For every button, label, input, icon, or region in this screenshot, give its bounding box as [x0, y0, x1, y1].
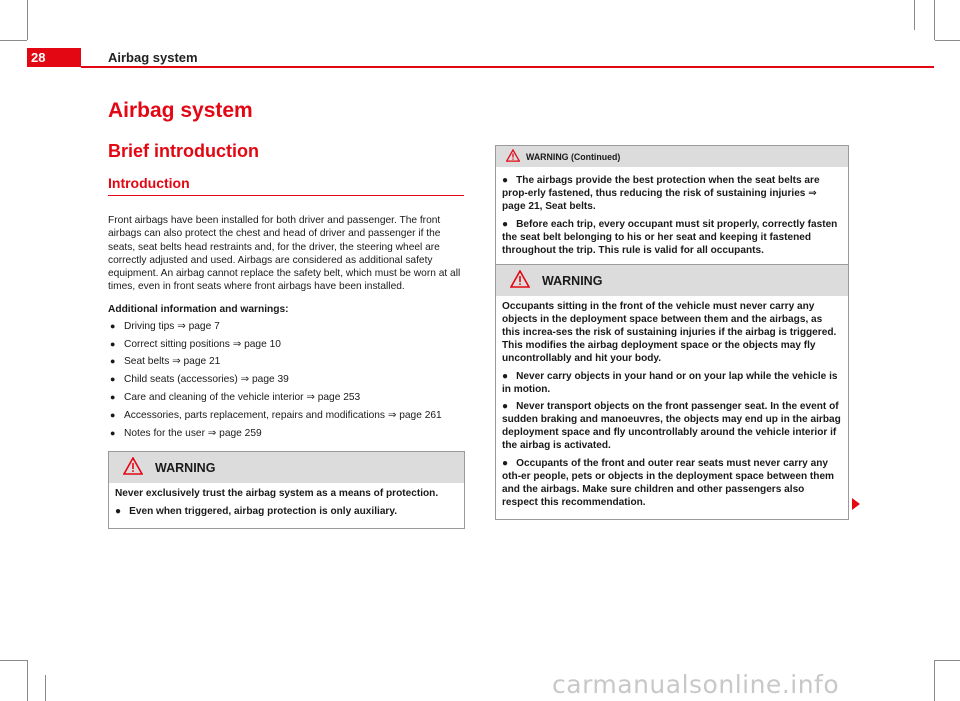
warning-item: ● The airbags provide the best protection when the seat belts are prop-erly fastened, thus reducing the risk of sustaining injuries ⇒ page 21, Seat belts. — [502, 175, 820, 212]
warning-header — [109, 452, 464, 483]
bullet-icon: ● — [115, 505, 122, 517]
warning-header — [496, 265, 848, 296]
intro-paragraph: Front airbags have been installed for both driver and passenger. The front airbags can also protect the chest and head of driver and passenger if the seats, seat belts head restraints and, for the driver, the steering wheel are correctly adjusted and used. Airbags are considered as additional safety equipment. An airbag cannot replace the safety belt, which must be worn at all times, even in front seats where front airbags have been installed. — [108, 215, 461, 293]
bullet-icon: ● — [110, 427, 116, 438]
list-item[interactable]: ● Accessories, parts replacement, repairs and modifications ⇒ page 261 — [110, 409, 442, 421]
warning-item: ● Before each trip, every occupant must sit properly, correctly fasten the seat belt belonging to his or her seat and keeping it fastened throughout the trip. This rule is valid for all occupants. — [502, 218, 838, 256]
warning-triangle-icon — [123, 457, 143, 478]
warning-body — [109, 483, 464, 528]
crop-mark — [914, 0, 915, 30]
crop-mark — [27, 660, 28, 701]
warning-intro: Occupants sitting in the front of the vehicle must never carry any objects in the deployment space between them and the airbags, as this increa-ses the risk of sustaining injuries if the airbag is triggered. This modifies the airbag deployment space or the objects may fly uncontrollably and hit your body. — [502, 301, 837, 364]
warning-header — [496, 146, 848, 167]
bullet-icon: ● — [110, 356, 116, 367]
bullet-icon: ● — [502, 457, 509, 469]
bullet-icon: ● — [110, 320, 116, 331]
warning-item: ● Even when triggered, airbag protection is only auxiliary. — [115, 505, 398, 517]
crop-mark — [0, 40, 27, 41]
warning-title: WARNING — [155, 460, 216, 475]
warning-body — [496, 296, 848, 519]
warning-body — [496, 167, 848, 267]
warning-continued-box — [495, 145, 849, 268]
page-title: Airbag system — [108, 99, 253, 122]
running-header: Airbag system — [108, 50, 198, 65]
warning-title: WARNING (Continued) — [526, 151, 621, 162]
warning-item: ● Occupants of the front and outer rear seats must never carry any oth-er people, pets or objects in the deployment space between them and the airbags. Make sure children and other passengers also respect this recommendation. — [502, 457, 835, 508]
header-rule — [81, 66, 934, 68]
warning-box-left — [108, 451, 465, 529]
bullet-icon: ● — [110, 391, 116, 402]
list-item[interactable]: ● Correct sitting positions ⇒ page 10 — [110, 338, 281, 350]
list-item[interactable]: ● Care and cleaning of the vehicle interior ⇒ page 253 — [110, 391, 361, 403]
warning-title: WARNING — [542, 273, 603, 288]
warning-triangle-icon — [506, 149, 520, 164]
crop-mark — [934, 0, 935, 40]
list-item[interactable]: ● Seat belts ⇒ page 21 — [110, 356, 221, 368]
bullet-icon: ● — [502, 218, 509, 230]
list-item[interactable]: ● Child seats (accessories) ⇒ page 39 — [110, 374, 289, 386]
bullet-icon: ● — [110, 374, 116, 385]
crop-mark — [0, 660, 27, 661]
crop-mark — [45, 675, 46, 701]
warning-box-right — [495, 264, 849, 520]
bullet-icon: ● — [502, 401, 509, 412]
continue-arrow-icon — [852, 497, 860, 515]
info-heading: Additional information and warnings: — [108, 303, 289, 315]
section-heading: Introduction — [108, 174, 464, 196]
subsection-title: Brief introduction — [108, 141, 259, 161]
crop-mark — [27, 0, 28, 40]
bullet-icon: ● — [502, 370, 509, 382]
warning-intro: Never exclusively trust the airbag system as a means of protection. — [115, 488, 439, 499]
watermark: carmanualsonline.info — [552, 670, 840, 699]
left-column — [108, 98, 464, 444]
list-item[interactable]: ● Notes for the user ⇒ page 259 — [110, 427, 262, 439]
bullet-icon: ● — [502, 175, 509, 186]
bullet-icon: ● — [110, 409, 116, 420]
warning-item: ● Never carry objects in your hand or on your lap while the vehicle is in motion. — [502, 370, 838, 395]
page-number: 28 — [27, 48, 81, 67]
warning-triangle-icon — [510, 270, 530, 291]
crop-mark — [935, 660, 960, 661]
list-item[interactable]: ● Driving tips ⇒ page 7 — [110, 320, 220, 332]
cross-reference-list — [108, 320, 464, 440]
warning-item: ● Never transport objects on the front passenger seat. In the event of sudden braking and manoeuvres, the objects may end up in the airbag deployment space and fly uncontrollably around the vehicle interior if the airbag is activated. — [502, 401, 841, 451]
bullet-icon: ● — [110, 338, 116, 349]
crop-mark — [934, 660, 935, 701]
crop-mark — [935, 40, 960, 41]
